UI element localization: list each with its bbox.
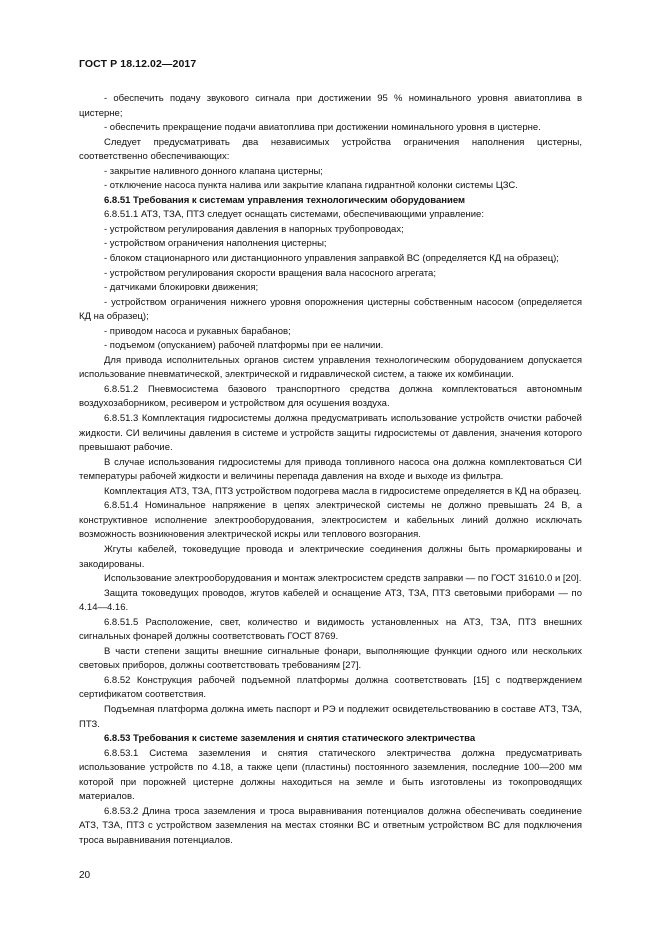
paragraph: Комплектация АТЗ, ТЗА, ПТЗ устройством подогрева масла в гидросистеме определяется в КД на образец. [104,485,582,497]
paragraph: Защита токоведущих проводов, жгутов кабелей и оснащение АТЗ, ТЗА, ПТЗ световыми приборами — по 4.14—4.16. [79,587,582,614]
section-heading: 6.8.51 Требования к системам управления технологическим оборудованием [104,194,466,206]
paragraph: 6.8.53.1 Система заземления и снятия статического электричества должна предусматривать использование устройств по 4.18, а также цепи (пластины) постоянного заземления, последние 100—200 мм которой при порожней цистерне должны находиться на земле и быть изготовлены из токопроводящих материалов. [79,747,582,803]
paragraph: - обеспечить прекращение подачи авиатоплива при достижении номинального уровня в цистерне. [104,122,541,134]
paragraph: В случае использования гидросистемы для привода топливного насоса она должна комплектоваться СИ температуры рабочей жидкости и величины перепада давления на входе и выходе из фильтра. [79,456,582,483]
paragraph: - отключение насоса пункта налива или закрытие клапана гидрантной колонки системы ЦЗС. [104,180,518,192]
paragraph: Жгуты кабелей, токоведущие провода и электрические соединения должны быть промаркированы и закодированы. [79,543,582,570]
paragraph: - закрытие наливного донного клапана цистерны; [104,165,323,177]
paragraph: Для привода исполнительных органов систем управления технологическим оборудованием допускается использование пневматической, электрической и гидравлической систем, а также их комбинации. [79,354,582,381]
paragraph: 6.8.51.4 Номинальное напряжение в цепях электрической системы не должно превышать 24 В, а конструктивное исполнение электрооборудования, электросистем и кабельных линий должно исключать возможность возникновения электрической искры или теплового возгорания. [79,500,582,541]
paragraph: - датчиками блокировки движения; [104,282,259,294]
paragraph: 6.8.51.5 Расположение, свет, количество и видимость установленных на АТЗ, ТЗА, ПТЗ внешних сигнальных фонарей должны соответствовать ГОСТ 8769. [79,616,582,643]
paragraph: 6.8.53.2 Длина троса заземления и троса выравнивания потенциалов должна обеспечивать соединение АТЗ, ТЗА, ПТЗ с устройством заземления на местах стоянки ВС и ответным устройством ВС для подключения троса выравнивания потенциалов. [79,805,582,846]
page-header: ГОСТ Р 18.12.02—2017 [79,58,197,70]
paragraph: - устройством ограничения нижнего уровня опорожнения цистерны собственным насосом (определяется КД на образец); [79,296,582,323]
paragraph: 6.8.51.3 Комплектация гидросистемы должна предусматривать использование устройств очистки рабочей жидкости. СИ величины давления в системе и устройств защиты гидросистемы от давления, значения которого превышают рабочие. [79,413,582,454]
paragraph: - обеспечить подачу звукового сигнала при достижении 95 % номинального уровня авиатоплива в цистерне; [79,93,582,119]
paragraph: Использование электрооборудования и монтаж электросистем средств заправки — по ГОСТ 31610.0 и [20]. [104,573,582,585]
paragraph: - устройством ограничения наполнения цистерны; [104,238,327,250]
paragraph: - устройством регулирования давления в напорных трубопроводах; [104,223,404,235]
paragraph: 6.8.51.1 АТЗ, ТЗА, ПТЗ следует оснащать системами, обеспечивающими управление: [104,209,484,221]
paragraph: Следует предусматривать два независимых устройства ограничения наполнения цистерны, соответственно обеспечивающих: [79,136,582,163]
section-heading: 6.8.53 Требования к системе заземления и снятия статического электричества [104,733,476,745]
paragraph: 6.8.51.2 Пневмосистема базового транспортного средства должна комплектоваться автономным воздухозаборником, ресивером и устройством для осушения воздуха. [79,383,582,410]
page-number: 20 [79,870,91,881]
document-body [79,92,582,848]
paragraph: Подъемная платформа должна иметь паспорт и РЭ и подлежит освидетельствованию в составе АТЗ, ТЗА, ПТЗ. [79,703,582,730]
paragraph: - подъемом (опусканием) рабочей платформы при ее наличии. [104,340,384,352]
paragraph: 6.8.52 Конструкция рабочей подъемной платформы должна соответствовать [15] с подтверждением сертификатом соответствия. [79,674,582,701]
paragraph: - устройством регулирования скорости вращения вала насосного агрегата; [104,267,436,279]
paragraph: - приводом насоса и рукавных барабанов; [104,325,291,337]
paragraph: В части степени защиты внешние сигнальные фонари, выполняющие функции одного или нескольких световых приборов, должны соответствовать требованиям [27]. [79,645,582,672]
paragraph: - блоком стационарного или дистанционного управления заправкой ВС (определяется КД на образец); [104,253,559,265]
